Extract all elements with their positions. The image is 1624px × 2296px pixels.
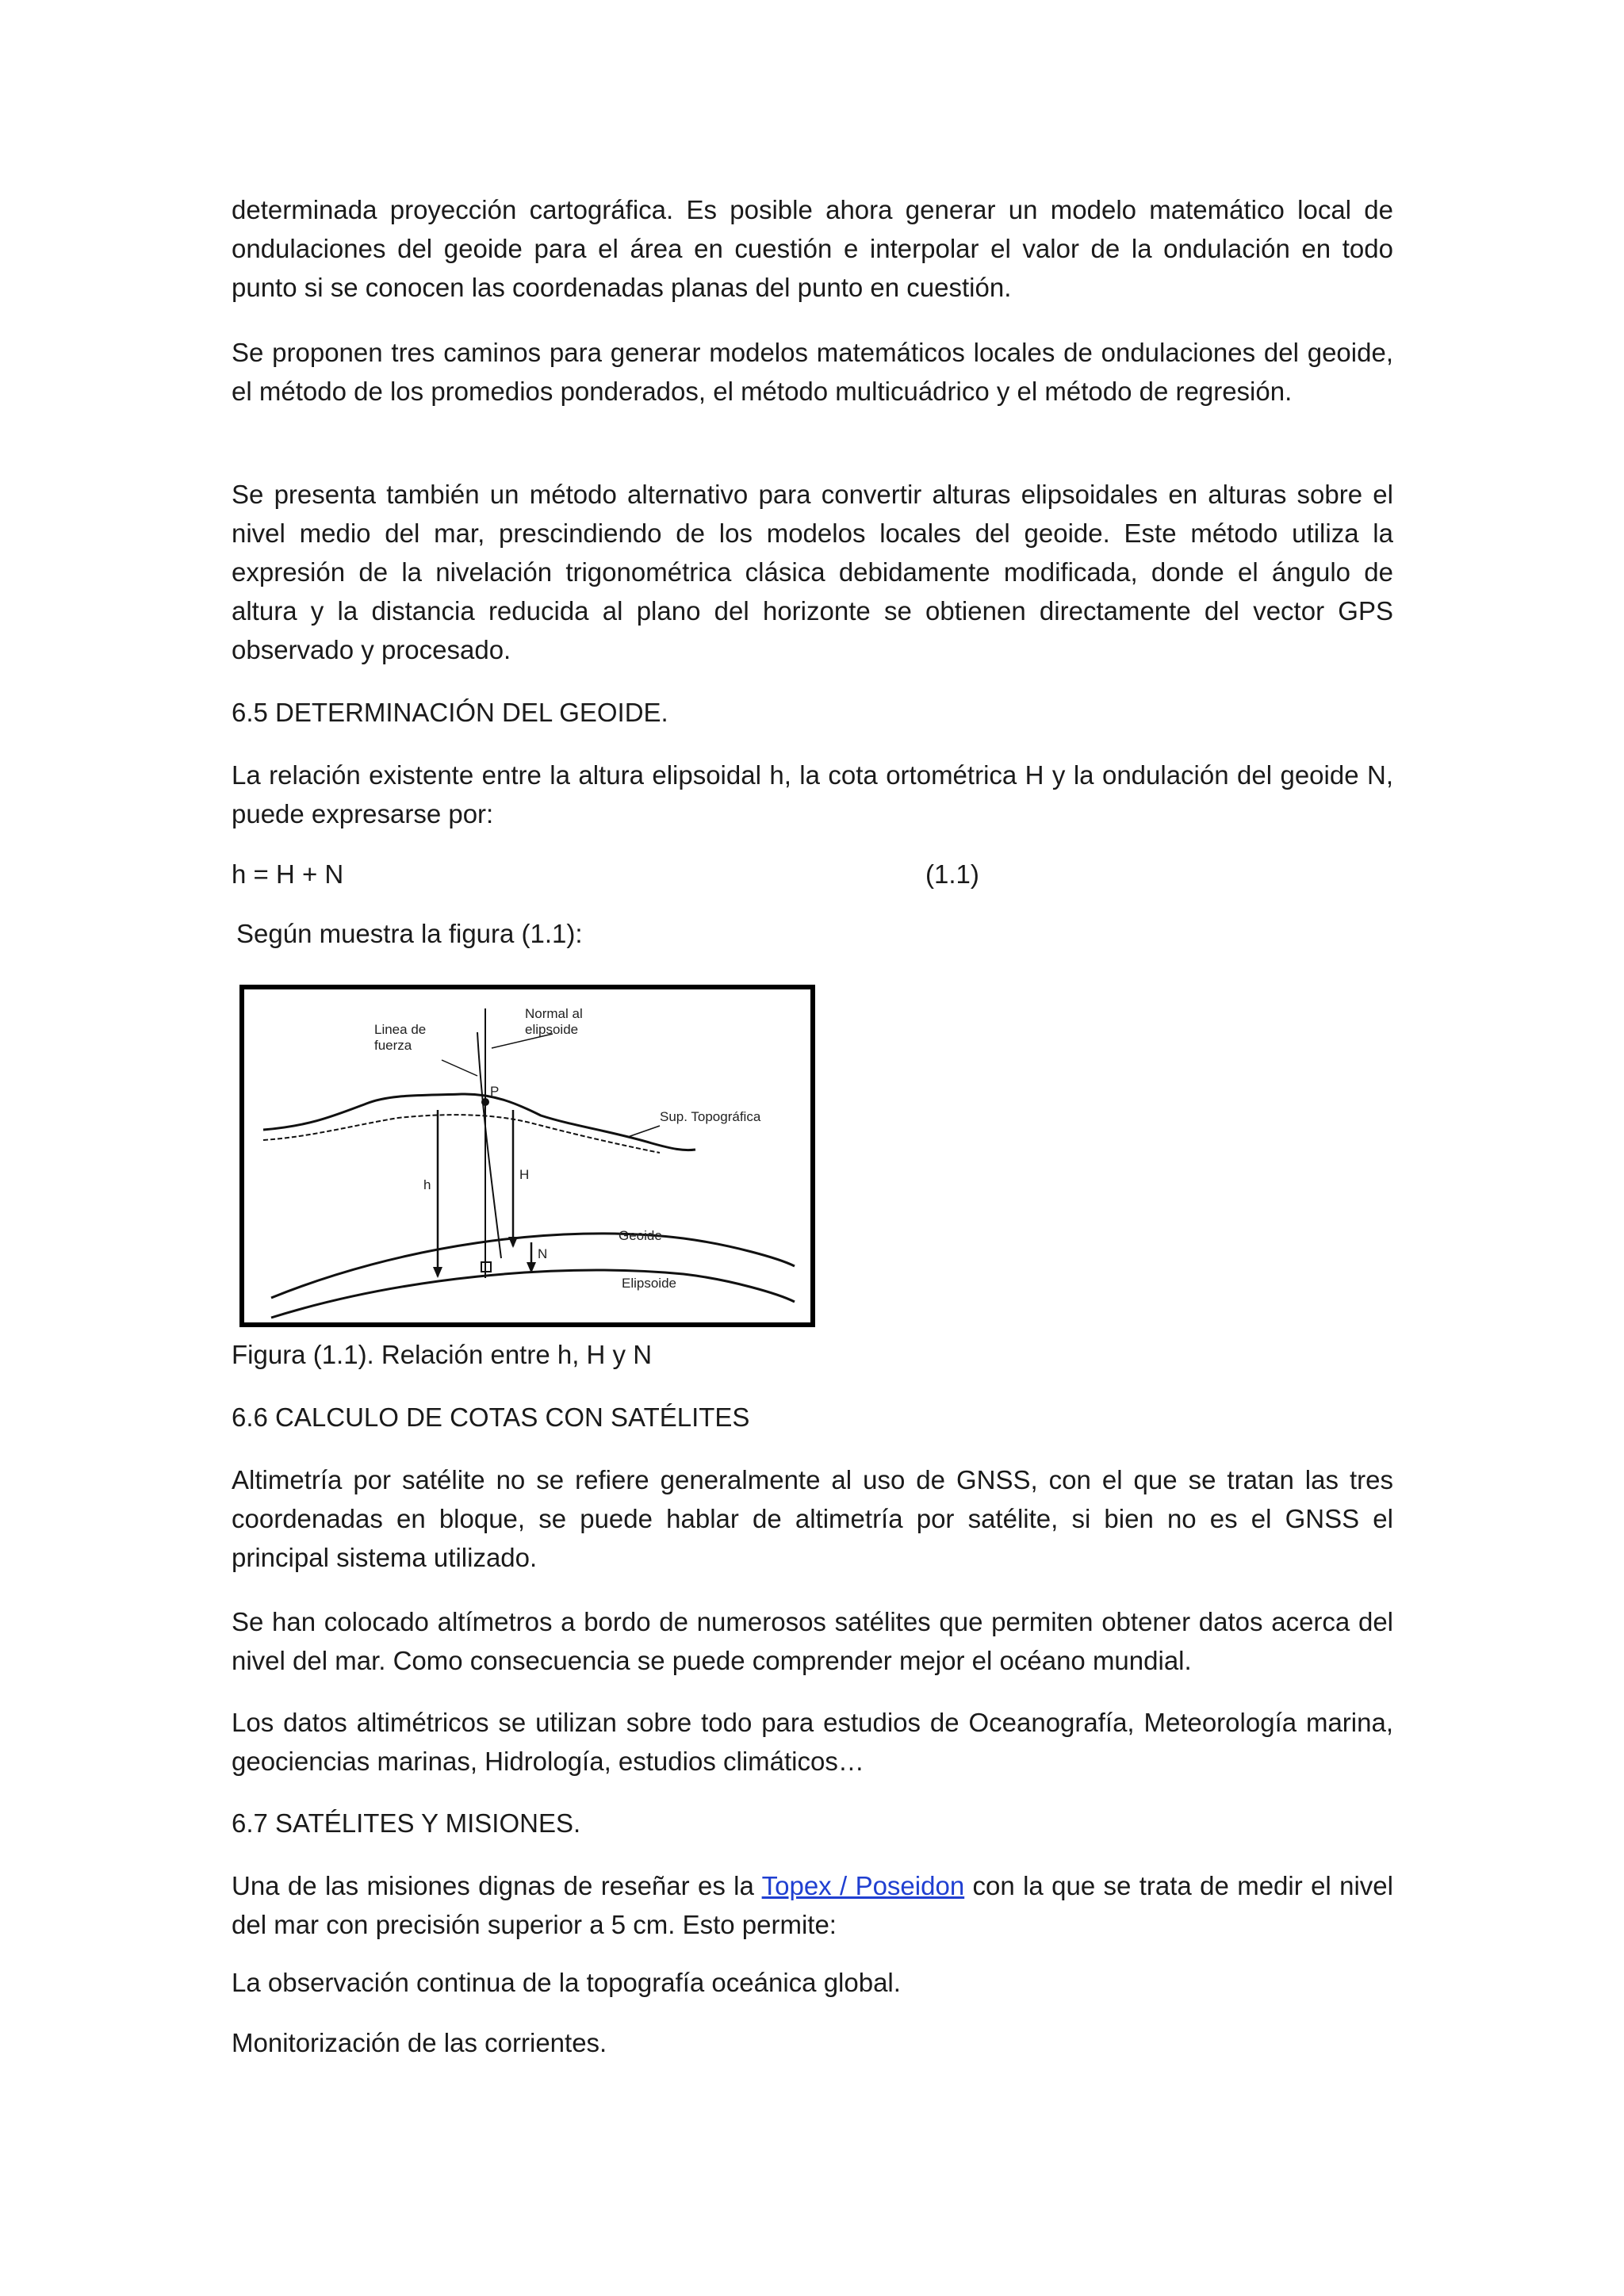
paragraph-altimeters: Se han colocado altímetros a bordo de numerosos satélites que permiten obtener datos acerca del nivel del mar. Como consecuencia se puede comprender mejor el océano mundial.	[232, 1607, 1393, 1675]
section-heading-6-7: 6.7 SATÉLITES Y MISIONES.	[232, 1808, 581, 1838]
label-H: H	[519, 1167, 530, 1182]
label-sup-topografica: Sup. Topográfica	[660, 1109, 761, 1124]
equation-number: (1.1)	[925, 859, 979, 889]
topex-text-after: con la que se trata de medir el nivel del mar con precisión superior a 5 cm. Esto permite:	[232, 1871, 1393, 1939]
paragraph-altimetry: Altimetría por satélite no se refiere generalmente al uso de GNSS, con el que se tratan las tres coordenadas en bloque, se puede hablar de altimetría por satélite, si bien no es el GNSS el principal sistema utilizado.	[232, 1465, 1393, 1572]
figure-caption: Figura (1.1). Relación entre h, H y N	[232, 1340, 653, 1369]
point-P	[481, 1098, 489, 1106]
geoid-figure	[239, 985, 815, 1327]
label-linea-fuerza-1: Linea de	[374, 1022, 427, 1037]
paragraph-methods: Se proponen tres caminos para generar modelos matemáticos locales de ondulaciones del geoide, el método de los promedios ponderados, el método multicuádrico y el método de regresión.	[232, 338, 1393, 406]
paragraph-relation: La relación existente entre la altura elipsoidal h, la cota ortométrica H y la ondulación del geoide N, puede expresarse por:	[232, 760, 1393, 828]
label-h: h	[423, 1177, 431, 1192]
paragraph-alternative-method: Se presenta también un método alternativo para convertir alturas elipsoidales en alturas sobre el nivel medio del mar, prescindiendo de los modelos locales del geoide. Este método utiliza la expresión de la nivelación trigonométrica clásica debidamente modificada, donde el ángulo de altura y la distancia reducida al plano del horizonte se obtienen directamente del vector GPS observado y procesado.	[232, 480, 1393, 664]
label-elipsoide: Elipsoide	[622, 1276, 676, 1291]
figure-frame	[242, 987, 813, 1325]
paragraph-figure-intro: Según muestra la figura (1.1):	[236, 919, 583, 948]
paragraph-intro: determinada proyección cartográfica. Es posible ahora generar un modelo matemático local de ondulaciones del geoide para el área en cuestión e interpolar el valor de la ondulación en todo punto si se conocen las coordenadas planas del punto en cuestión.	[232, 195, 1393, 302]
topex-text-before: Una de las misiones dignas de reseñar es la	[232, 1871, 762, 1900]
label-point-P: P	[490, 1084, 500, 1099]
paragraph-topex-poseidon	[232, 1866, 1393, 1944]
section-heading-6-6: 6.6 CALCULO DE COTAS CON SATÉLITES	[232, 1402, 750, 1432]
paragraph-currents: Monitorización de las corrientes.	[232, 2028, 607, 2057]
label-linea-fuerza-2: fuerza	[374, 1038, 412, 1053]
paragraph-data-uses: Los datos altimétricos se utilizan sobre todo para estudios de Oceanografía, Meteorología marina, geociencias marinas, Hidrología, estudios climáticos…	[232, 1708, 1393, 1776]
label-geoide: Geoide	[619, 1228, 662, 1243]
equation: h = H + N	[232, 859, 344, 889]
label-N: N	[538, 1246, 548, 1261]
topex-poseidon-link[interactable]: Topex / Poseidon	[761, 1871, 965, 1900]
label-normal-1: Normal al	[525, 1006, 583, 1021]
label-normal-2: elipsoide	[525, 1022, 579, 1037]
section-heading-6-5: 6.5 DETERMINACIÓN DEL GEOIDE.	[232, 698, 668, 727]
paragraph-ocean-topography: La observación continua de la topografía oceánica global.	[232, 1968, 901, 1997]
